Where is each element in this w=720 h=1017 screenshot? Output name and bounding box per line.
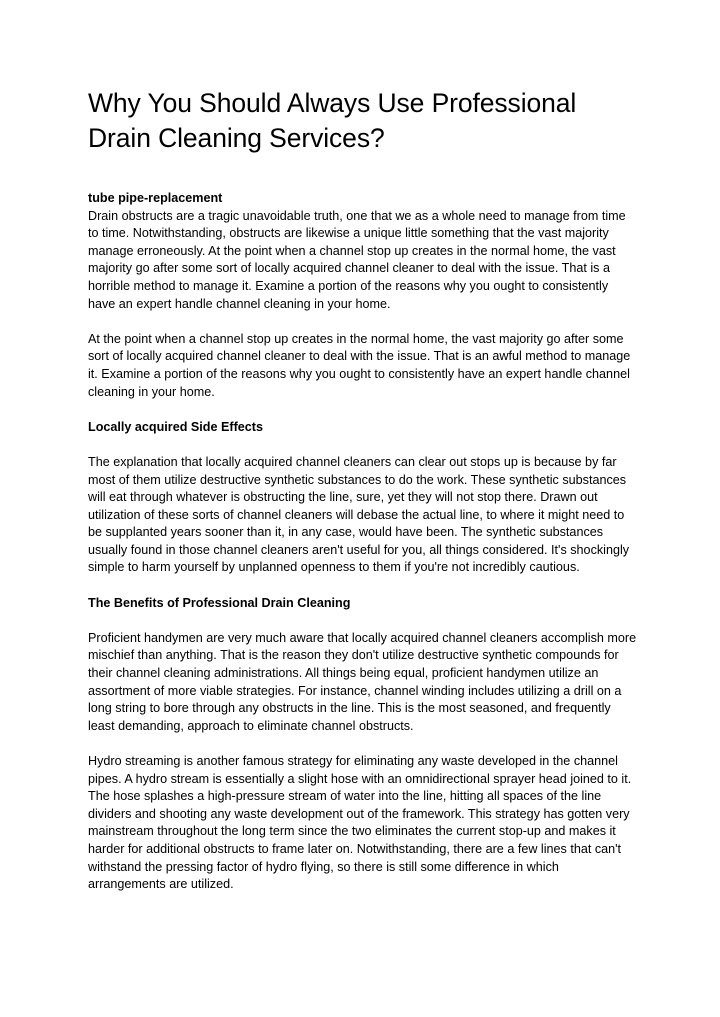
document-title: Why You Should Always Use Professional Drain Cleaning Services? [88,88,577,153]
paragraph-side-effects: The explanation that locally acquired channel cleaners can clear out stops up is because by far most of them utilize destructive synthetic substances to do the work. These synthetic substances will eat through whatever is obstructing the line, sure, yet they will not stop there. Drawn out utilization of these sorts of channel cleaners will debase the actual line, to where it might need to be supplanted years sooner than it, in any case, would have been. The synthetic substances usually found in those channel cleaners aren't useful for you, all things considered. It's shockingly simple to harm yourself by unplanned openness to them if you're not incredibly cautious. [88,454,630,575]
paragraph-intro: Drain obstructs are a tragic unavoidable truth, one that we as a whole need to manage from time to time. Notwithstanding, obstructs are likewise a unique little something that the vast majority manage erroneously. At the point when a channel stop up creates in the normal home, the vast majority go after some sort of locally acquired channel cleaner to deal with the issue. That is a horrible method to manage it. Examine a portion of the reasons why you ought to consistently have an expert handle channel cleaning in your home. [88,208,626,311]
document-page [88,86,638,911]
heading-benefits: The Benefits of Professional Drain Cleaning [88,595,351,610]
paragraph-hydro-jetting: Hydro streaming is another famous strategy for eliminating any waste developed in the channel pipes. A hydro stream is essentially a slight hose with an omnidirectional sprayer head joined to it. The hose splashes a high-pressure stream of water into the line, hitting all spaces of the line dividers and shooting any waste development out of the framework. This strategy has gotten very mainstream throughout the long term since the two eliminates the current stop-up and makes it harder for additional obstructs to frame later on. Notwithstanding, there are a few lines that can't withstand the pressing factor of hydro flying, so there is still some difference in which arrangements are utilized. [88,754,632,892]
heading-side-effects: Locally acquired Side Effects [88,419,263,434]
document-body [88,190,638,894]
intro-heading: tube pipe-replacement [88,191,223,205]
paragraph-benefits: Proficient handymen are very much aware that locally acquired channel cleaners accomplish more mischief than anything. That is the reason they don't utilize destructive synthetic compounds for their channel cleaning administrations. All things being equal, proficient handymen utilize an assortment of more viable strategies. For instance, channel winding includes utilizing a drill on a long string to bore through any obstructs in the line. This is the most seasoned, and frequently least demanding, approach to eliminate channel obstructs. [88,630,637,733]
paragraph-clog-handling: At the point when a channel stop up creates in the normal home, the vast majority go after some sort of locally acquired channel cleaner to deal with the issue. That is an awful method to manage it. Examine a portion of the reasons why you ought to consistently have an expert handle channel cleaning in your home. [88,331,631,399]
